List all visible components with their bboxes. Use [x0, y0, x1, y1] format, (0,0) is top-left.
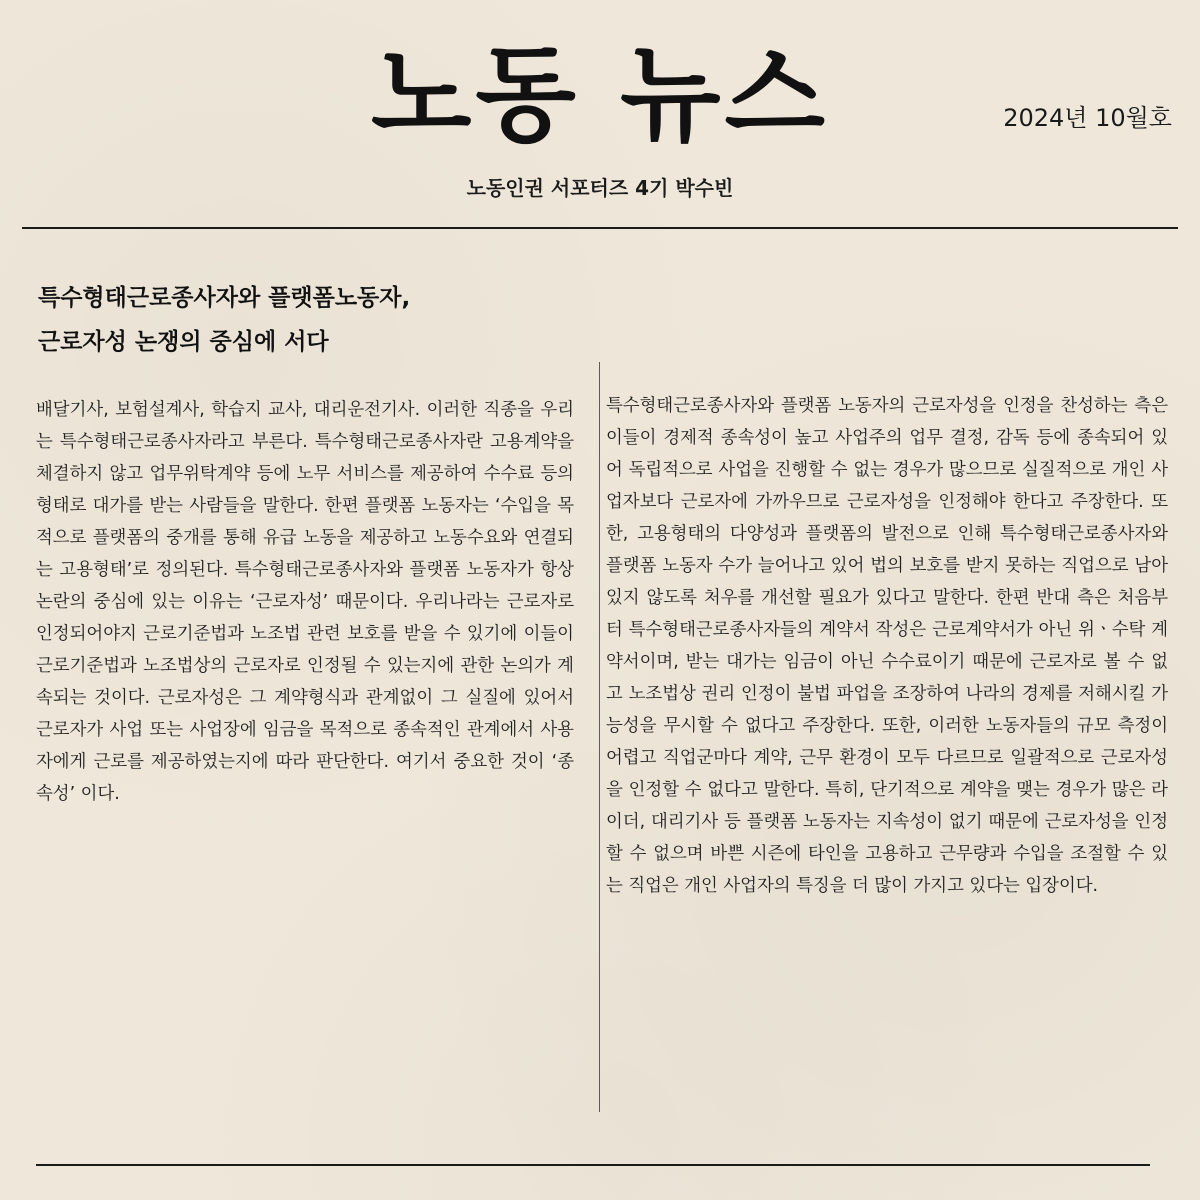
- headline-line-1: 특수형태근로종사자와 플랫폼노동자,: [38, 285, 411, 311]
- top-divider: [22, 227, 1178, 229]
- article-right-column: 특수형태근로종사자와 플랫폼 노동자의 근로자성을 인정을 찬성하는 측은 이들이 경제적 종속성이 높고 사업주의 업무 결정, 감독 등에 종속되어 있어 독립적으로 사업을 진행할 수 없는 경우가 많으므로 실질적으로 개인 사업자보다 근로자에 가까우므로 근로자성을 인정해야 한다고 주장한다. 또한, 고용형태의 다양성과 플랫폼의 발전으로 인해 특수형태근로종사자와 플랫폼 노동자 수가 늘어나고 있어 법의 보호를 받지 못하는 직업으로 남아 있지 않도록 처우를 개선할 필요가 있다고 말한다. 한편 반대 측은 처음부터 특수형태근로종사자들의 계약서 작성은 근로계약서가 아닌 위ㆍ수탁 계약서이며, 받는 대가는 임금이 아닌 수수료이기 때문에 근로자로 볼 수 없고 노조법상 권리 인정이 불법 파업을 조장하여 나라의 경제를 저해시킬 가능성을 무시할 수 없다고 주장한다. 또한, 이러한 노동자들의 규모 측정이 어렵고 직업군마다 계약, 근무 환경이 모두 다르므로 일괄적으로 근로자성을 인정할 수 없다고 말한다. 특히, 단기적으로 계약을 맺는 경우가 많은 라이더, 대리기사 등 플랫폼 노동자는 지속성이 없기 때문에 근로자성을 인정할 수 없으며 바쁜 시즌에 타인을 고용하고 근무량과 수입을 조절할 수 있는 직업은 개인 사업자의 특징을 더 많이 가지고 있다는 입장이다.: [606, 396, 1168, 896]
- column-divider: [599, 362, 600, 1112]
- newspaper-title: 노동 뉴스: [370, 34, 830, 156]
- issue-date: 2024년 10월호: [1003, 104, 1172, 132]
- bottom-divider: [36, 1164, 1150, 1166]
- article-left-column: 배달기사, 보험설계사, 학습지 교사, 대리운전기사. 이러한 직종을 우리는 특수형태근로종사자라고 부른다. 특수형태근로종사자란 고용계약을 체결하지 않고 업무위탁계약 등에 노무 서비스를 제공하여 수수료 등의 형태로 대가를 받는 사람들을 말한다. 한편 플랫폼 노동자는 ‘수입을 목적으로 플랫폼의 중개를 통해 유급 노동을 제공하고 노동수요와 연결되는 고용형태’로 정의된다. 특수형태근로종사자와 플랫폼 노동자가 항상 논란의 중심에 있는 이유는 ‘근로자성’ 때문이다. 우리나라는 근로자로 인정되어야지 근로기준법과 노조법 관련 보호를 받을 수 있기에 이들이 근로기준법과 노조법상의 근로자로 인정될 수 있는지에 관한 논의가 계속되는 것이다. 근로자성은 그 계약형식과 관계없이 그 실질에 있어서 근로자가 사업 또는 사업장에 임금을 목적으로 종속적인 관계에서 사용자에게 근로를 제공하였는지에 따라 판단한다. 여기서 중요한 것이 ‘종속성’ 이다.: [36, 400, 574, 804]
- byline: 노동인권 서포터즈 4기 박수빈: [466, 176, 734, 200]
- article-headline: [38, 276, 578, 364]
- headline-line-2: 근로자성 논쟁의 중심에 서다: [38, 329, 329, 355]
